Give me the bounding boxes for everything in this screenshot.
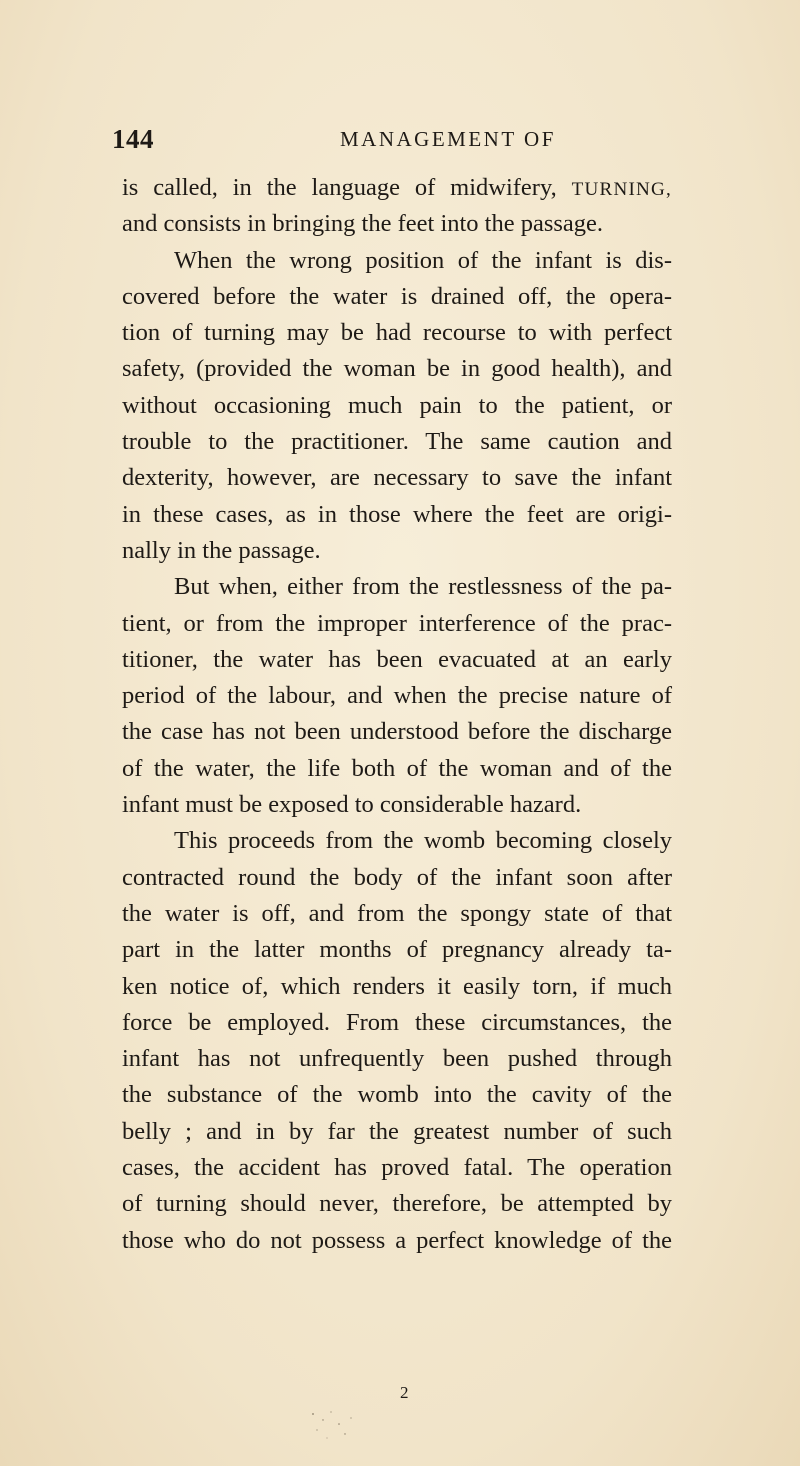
- text-line: contracted round the body of the infant soon after: [122, 863, 672, 891]
- text-line: titioner, the water has been evacuated at an early: [122, 645, 672, 673]
- paper-specks: [305, 1408, 365, 1448]
- text-line: the water is off, and from the spongy state of that: [122, 899, 672, 927]
- text-line: is called, in the language of midwifery, TURNING,: [122, 174, 672, 201]
- text-line: the substance of the womb into the cavity of the: [122, 1081, 672, 1109]
- text-line: force be employed. From these circumstances, the: [122, 1008, 672, 1036]
- small-caps-term: TURNING,: [571, 179, 672, 200]
- text-line: safety, (provided the woman be in good health), and: [122, 355, 672, 383]
- text-line: of the water, the life both of the woman and of the: [122, 754, 672, 782]
- text-line: and consists in bringing the feet into the passage.: [122, 210, 604, 238]
- page-header: [112, 124, 672, 164]
- text-line: tion of turning may be had recourse to with perfect: [122, 319, 672, 347]
- text-line: belly ; and in by far the greatest number of such: [122, 1117, 672, 1145]
- text-line: of turning should never, therefore, be attempted by: [122, 1190, 672, 1218]
- text-line: This proceeds from the womb becoming closely: [174, 827, 672, 855]
- text-line: infant has not unfrequently been pushed through: [122, 1045, 672, 1073]
- text-line: But when, either from the restlessness of the pa-: [174, 573, 672, 601]
- text-line: nally in the passage.: [122, 536, 321, 564]
- text-line: dexterity, however, are necessary to save the infant: [122, 464, 672, 492]
- text-line: those who do not possess a perfect knowledge of the: [122, 1226, 672, 1254]
- text-line: part in the latter months of pregnancy already ta-: [122, 936, 672, 964]
- body-text: [122, 170, 672, 1259]
- text-line: in these cases, as in those where the feet are origi-: [122, 500, 672, 528]
- text-line: the case has not been understood before the discharge: [122, 718, 672, 746]
- running-head: MANAGEMENT OF: [340, 127, 556, 151]
- text-line: When the wrong position of the infant is dis-: [174, 246, 672, 274]
- signature-mark: 2: [400, 1383, 409, 1402]
- text-line: cases, the accident has proved fatal. The operation: [122, 1154, 672, 1182]
- text-line: tient, or from the improper interference of the prac-: [122, 609, 672, 637]
- text-line: infant must be exposed to considerable hazard.: [122, 791, 582, 819]
- text-line: trouble to the practitioner. The same caution and: [122, 428, 672, 456]
- text-line: covered before the water is drained off, the opera-: [122, 282, 672, 310]
- page-number: 144: [112, 124, 154, 154]
- text-line: ken notice of, which renders it easily torn, if much: [122, 972, 672, 1000]
- text-line: period of the labour, and when the precise nature of: [122, 682, 672, 710]
- text-line: without occasioning much pain to the patient, or: [122, 391, 672, 419]
